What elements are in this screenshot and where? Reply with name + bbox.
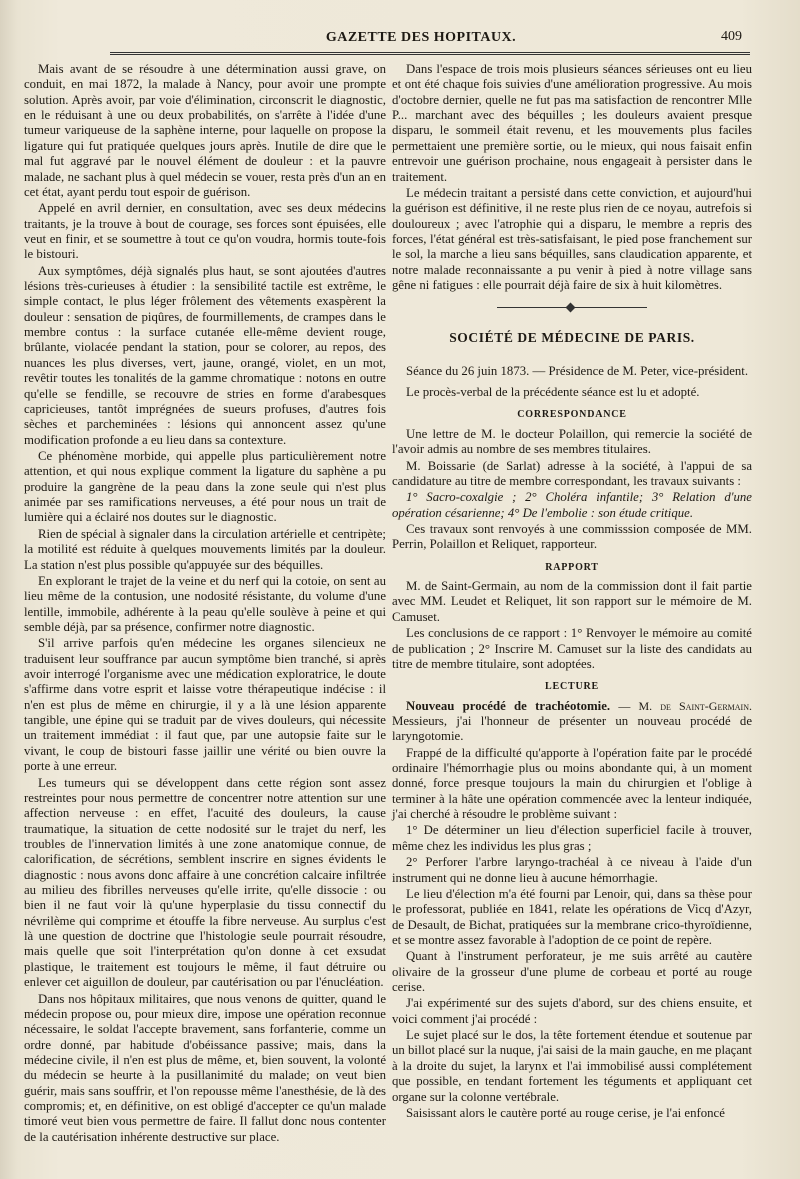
paragraph: 2° Perforer l'arbre laryngo-trachéal à ce niveau à l'aide d'un instrument qui ne donne lieu à aucune hémorrhagie.	[392, 855, 752, 885]
paragraph: Frappé de la difficulté qu'apporte à l'opération faite par le procédé ordinaire l'hémorrhagie plus ou moins abondante qui, à un moment donné, force presque toujours la main du chirurgien et l'oblige à terminer à la hâte une opération commencée avec la lenteur indiquée, j'ai cherché à résoudre le problème suivant :	[392, 745, 752, 822]
paragraph: J'ai expérimenté sur des sujets d'abord, sur des chiens ensuite, et voici comment j'ai procédé :	[392, 996, 752, 1026]
paragraph: S'il arrive parfois qu'en médecine les organes silencieux ne traduisent leur souffrance par aucun symptôme bien tranché, si après avoir interrogé l'organisme avec une médication exploratrice, le doute s'affirme dans votre esprit et laisse votre thérapeutique indécise : il n'en est plus de même en chirurgie, il y a là une lésion apparente tangible, une épine qui se traduit par de vives douleurs, qui nécessite un traitement immédiat : il faut que, par une autopsie faite sur le vivant, le coup de bistouri fasse jaillir une vérité ou bien ouvre la porte à une erreur.	[24, 636, 386, 774]
lecture-title: Nouveau procédé de trachéotomie.	[406, 698, 611, 713]
paragraph: Le lieu d'élection m'a été fourni par Lenoir, qui, dans sa thèse pour le professorat, publiée en 1841, relate les opérations de Vicq d'Azyr, de Desault, de Bichat, pratiquées sur la membrane crico-thyroïdienne, et se montre assez favorable à l'adoption de ce point de repère.	[392, 886, 752, 947]
paragraph: Aux symptômes, déjà signalés plus haut, se sont ajoutées d'autres lésions très-curieuses à étudier : la sensibilité tactile est extrême, le simple contact, le plus léger frôlement des vêtements exaspèrent la douleur : sensation de piqûres, de fourmillements, de crampes dans le membre contus : la surface cutanée elle-même devient rouge, brûlante, violacée pendant la station, pour se colorer, au repos, des nuances les plus diverses, vert, jaune, orangé, violet, en un mot, revêtir toutes les tonalités de la gamme chromatique : notons en outre qu'elle se fendille, se recouvre de stries en forme d'arabesques capricieuses, tantôt imprégnées de sueurs profuses, d'autres fois sèches et parcheminées : lésions qui annoncent assez qu'une modification profonde a eu lieu dans sa contexture.	[24, 263, 386, 447]
paragraph: Le médecin traitant a persisté dans cette conviction, et aujourd'hui la guérison est définitive, il ne reste plus rien de ce noyau, autrefois si douloureux ; avec l'atrophie qui a disparu, le membre a repris des forces, l'état général est très-satisfaisant, le pied pose franchement sur le sol, la marche a lieu sans béquilles, sans claudication apparente, et notre malade reconnaissante a pu venir à pied à notre village sans gêne ni fatigues : elle pourrait déjà faire de six à huit kilomètres.	[392, 185, 752, 293]
paragraph: Dans l'espace de trois mois plusieurs séances sérieuses ont eu lieu et ont été chaque fois suivies d'une amélioration progressive. Au mois d'octobre dernier, quelle ne fut pas ma satisfaction de rencontrer Mlle P... marchant avec des béquilles ; les douleurs avaient presque disparu, le sommeil était revenu, et les mouvements plus faciles permettaient une première sortie, ou le mieux, qui nous faisait enfin entrevoir une guérison prochaine, nous engageait à persister dans le traitement.	[392, 62, 752, 184]
lecture-intro	[392, 699, 752, 745]
section-divider	[497, 307, 647, 308]
header-rule	[110, 52, 750, 55]
proces-verbal: Le procès-verbal de la précédente séance est lu et adopté.	[406, 385, 700, 400]
journal-title: GAZETTE DES HOPITAUX.	[325, 30, 517, 45]
page-header	[100, 28, 742, 50]
paragraph: Appelé en avril dernier, en consultation, avec ses deux médecins traitants, je la trouve à bout de courage, ses forces sont épuisées, elle veut en finir, et se soumettre à tout ce qu'on voudra, hormis toute-fois le bistouri.	[24, 201, 386, 262]
paragraph: Rien de spécial à signaler dans la circulation artérielle et centripète; la motilité est réduite à quelques mouvements limités par la douleur. La station n'est plus possible qu'appuyée sur des béquilles.	[24, 526, 386, 572]
paragraph: Le sujet placé sur le dos, la tête fortement étendue et soutenue par un billot placé sur la nuque, j'ai saisi de la main gauche, en me plaçant à la droite du sujet, la larynx et l'ai immobilisé aussi complétement que possible, en tendant fortement les téguments et appliquant cet organe sur la colonne vertébrale.	[392, 1028, 752, 1104]
left-column	[24, 62, 386, 1145]
paragraph: Mais avant de se résoudre à une détermination aussi grave, on conduit, en mai 1872, la malade à Nancy, pour avoir une prompte solution. Après avoir, par voie d'élimination, circonscrit le diagnostic, en le réduisant à une ou deux probabilités, on s'arrête à l'idée d'une tumeur variqueuse de la saphène interne, pour laquelle on propose la ligature qui fut pratiquée quelques jours après. Inutile de dire que le mal fut aggravé par le nouvel élément de douleur : et la pauvre malade, ne sachant plus à quel médecin se vouer, resta près d'un an en cet état, ayant perdu tout espoir de guérison.	[24, 62, 386, 199]
paragraph: 1° Sacro-coxalgie ; 2° Choléra infantile; 3° Relation d'une opération césarienne; 4° De l'embolie : son étude critique.	[392, 490, 752, 520]
paragraph: Ce phénomène morbide, qui appelle plus particulièrement notre attention, et qui nous explique comment la ligature du saphène a pu produire la gangrène de la peau dans la zone seule qui n'est plus animée par ses ramifications nerveuses, a été pour nous un trait de lumière qui a éclairé nos doutes sur le diagnostic.	[24, 448, 386, 525]
lecture-heading: LECTURE	[545, 681, 599, 693]
correspondance-heading: CORRESPONDANCE	[517, 409, 627, 421]
paragraph: M. Boissarie (de Sarlat) adresse à la société, à l'appui de sa candidature au titre de membre correspondant, les travaux suivants :	[392, 458, 752, 488]
society-title: SOCIÉTÉ DE MÉDECINE DE PARIS.	[449, 330, 695, 346]
paragraph: M. de Saint-Germain, au nom de la commission dont il fait partie avec MM. Leudet et Reliquet, lit son rapport sur le mémoire de M. Camuset.	[392, 579, 752, 624]
paragraph: Dans nos hôpitaux militaires, que nous venons de quitter, quand le médecin propose ou, pour mieux dire, impose une opération reconnue nécessaire, le soldat l'accepte bravement, sans forfanterie, comme un ordre donné, par habitude d'obéissance passive; mais, dans la médecine civile, il n'en est plus de même, et, bien souvent, la volonté du médecin se heurte à la pusillanimité du malade; on veut bien guérir, mais sans souffrir, et l'on repousse même l'anesthésie, de là des compromis; et, en définitive, on est obligé d'accepter ce qu'un malade timoré veut bien vous permettre de faire. Il fallut donc nous contenter de la cautérisation inhérente destructive sur place.	[24, 991, 386, 1144]
paragraph: En explorant le trajet de la veine et du nerf qui la cotoie, on sent au lieu même de la contusion, une nodosité résistante, du volume d'une lentille, immobile, adhérente à la peau qu'elle soulève à peine et qui semble déjà, par sa présence, confirmer notre diagnostic.	[24, 573, 386, 634]
lecture-first-sentence: Messieurs, j'ai l'honneur de présenter un nouveau procédé de laryngotomie.	[392, 713, 752, 744]
paragraph: Les conclusions de ce rapport : 1° Renvoyer le mémoire au comité de publication ; 2° Inscrire M. Camuset sur la liste des candidats au titre de membre titulaire, sont adoptées.	[392, 626, 752, 671]
paragraph: Ces travaux sont renvoyés à une commisssion composée de MM. Perrin, Polaillon et Reliquet, rapporteur.	[392, 521, 752, 552]
seance-line: Séance du 26 juin 1873. — Présidence de M. Peter, vice-président.	[406, 363, 749, 378]
paragraph: Les tumeurs qui se développent dans cette région sont assez restreintes pour nous permettre de concentrer notre attention sur une affection nerveuse : en effet, l'acuité des douleurs, la cause traumatique, la situation de cette nodosité sur le trajet du nerf, les troubles de l'innervation limités à une zone anatomique connue, de calorification, de sécrétions, semblent inscrire en signes évidents le diagnostic : nous avons donc affaire à une concrétion calcaire infiltrée au milieu des fibrilles nerveuses qu'elle irrite, qu'elle dissocie : ou bien il ne faut voir là qu'une hyperplasie du tissu connectif du névrilème qui comprime et étouffe la fibre nerveuse. Au surplus c'est là une question de doctrine que l'histologie seule pourrait résoudre, mais quelle que soit l'interprétation qu'on donne à cet exsudat plastique, le traitement est toujours le même, il faut détruire ou enlever cet aiguillon de douleur, par cautérisation ou par l'énucléation.	[24, 775, 386, 990]
lecture-author: — M. de Saint-Germain.	[618, 698, 752, 713]
paragraph: Saisissant alors le cautère porté au rouge cerise, je l'ai enfoncé	[406, 1105, 725, 1120]
paragraph: 1° De déterminer un lieu d'élection superficiel facile à trouver, même chez les individus les plus gras ;	[392, 823, 752, 853]
paragraph: Une lettre de M. le docteur Polaillon, qui remercie la société de l'avoir admis au nombre de ses membres titulaires.	[392, 426, 752, 457]
paragraph: Quant à l'instrument perforateur, je me suis arrêté au cautère olivaire de la grosseur d'une plume de corbeau et porté au rouge cerise.	[392, 949, 752, 995]
page-number: 409	[721, 29, 742, 44]
right-column	[392, 62, 752, 1121]
rapport-heading: RAPPORT	[545, 561, 599, 573]
